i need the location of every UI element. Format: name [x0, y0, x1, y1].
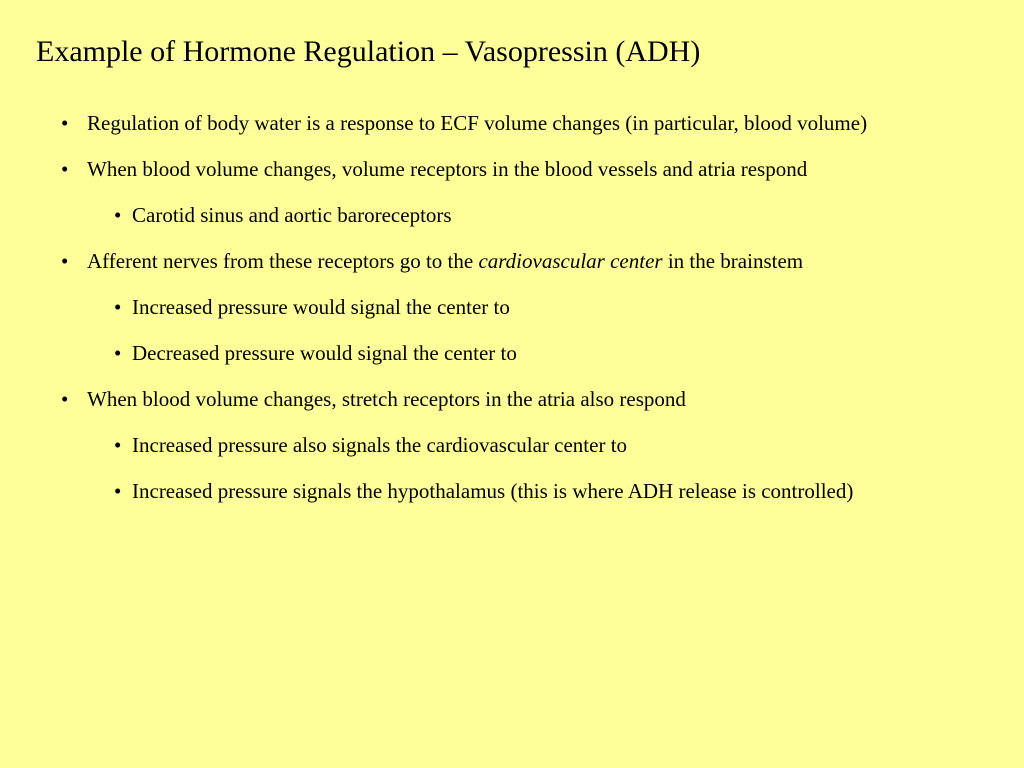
- bullet-dot-icon: •: [114, 295, 122, 319]
- bullet-dot-icon: •: [114, 203, 122, 227]
- bullet-dot-icon: •: [61, 387, 69, 411]
- sub-bullet-text: Increased pressure would signal the center to: [132, 295, 510, 319]
- sub-bullet-item: [0, 430, 922, 461]
- bullet-list: [0, 108, 1024, 522]
- bullet-text: When blood volume changes, volume receptors in the blood vessels and atria respond: [87, 157, 808, 181]
- sub-bullet-item: [0, 200, 922, 231]
- sub-bullet-item: [0, 338, 922, 369]
- bullet-item: [0, 108, 947, 139]
- bullet-dot-icon: •: [114, 479, 122, 503]
- sub-bullet-item: [0, 292, 922, 323]
- bullet-dot-icon: •: [61, 249, 69, 273]
- bullet-text: Regulation of body water is a response to ECF volume changes (in particular, blood volume): [87, 111, 868, 135]
- bullet-item: [0, 246, 947, 277]
- bullet-item: [0, 154, 947, 185]
- emphasis-term: cardiovascular center: [478, 249, 663, 273]
- bullet-dot-icon: •: [61, 111, 69, 135]
- sub-bullet-text: Increased pressure also signals the cardiovascular center to: [132, 433, 628, 457]
- bullet-dot-icon: •: [114, 433, 122, 457]
- bullet-dot-icon: •: [114, 341, 122, 365]
- sub-bullet-item: [0, 476, 922, 507]
- sub-bullet-text: Carotid sinus and aortic baroreceptors: [132, 203, 452, 227]
- bullet-dot-icon: •: [61, 157, 69, 181]
- bullet-text-start: Afferent nerves from these receptors go to the: [87, 249, 479, 273]
- slide-title: Example of Hormone Regulation – Vasopressin (ADH): [36, 35, 701, 68]
- bullet-item: [0, 384, 947, 415]
- sub-bullet-text: Increased pressure signals the hypothalamus (this is where ADH release is controlled): [132, 479, 854, 503]
- bullet-text-end: in the brainstem: [662, 249, 804, 273]
- bullet-text: When blood volume changes, stretch receptors in the atria also respond: [87, 387, 686, 411]
- sub-bullet-text: Decreased pressure would signal the center to: [132, 341, 517, 365]
